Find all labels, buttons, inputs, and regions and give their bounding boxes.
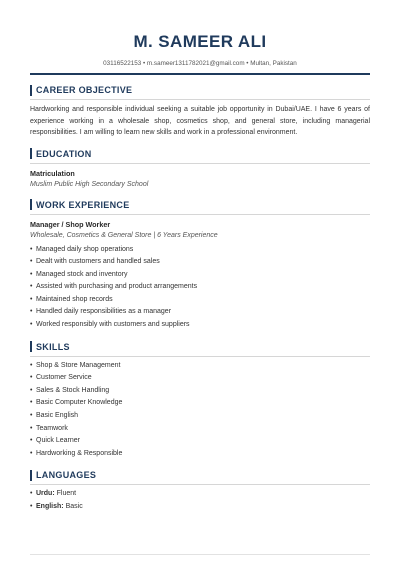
- bullet-icon: •: [30, 283, 33, 291]
- contact-line: 03116522153 • m.sameer1311782021@gmail.com • Multan, Pakistan: [103, 60, 297, 67]
- bullet-icon: •: [30, 295, 33, 303]
- bullet-icon: •: [30, 399, 33, 407]
- section-divider: [30, 356, 370, 357]
- objective-text: Hardworking and responsible individual seeking a suitable job opportunity in Dubai/UAE. I have 6 years of experience working in a wholesale shop, cosmetics shop, and general store, including managerial responsibilities. I am willing to learn new skills and work in a professional environment.: [30, 106, 370, 136]
- list-item: • Managed daily shop operations: [30, 244, 370, 257]
- language-level: Fluent: [56, 490, 77, 498]
- bullet-icon: •: [30, 374, 33, 382]
- education-degree: Matriculation: [30, 168, 75, 178]
- section-title: SKILLS: [36, 341, 70, 352]
- education-section: [30, 148, 370, 190]
- bullet-icon: •: [30, 449, 33, 457]
- section-title: EDUCATION: [36, 148, 92, 159]
- candidate-name: M. SAMEER ALI: [133, 32, 267, 51]
- skills-list: [30, 360, 370, 461]
- section-title: WORK EXPERIENCE: [36, 199, 130, 210]
- list-item: • Quick Learner: [30, 435, 370, 448]
- language-name: Urdu:: [36, 490, 55, 498]
- list-item: • Dealt with customers and handled sales: [30, 256, 370, 269]
- experience-list: [30, 244, 370, 332]
- bullet-icon: •: [30, 245, 33, 253]
- list-item: • Maintained shop records: [30, 294, 370, 307]
- section-header: [30, 148, 370, 160]
- footer-divider: [30, 554, 370, 555]
- section-divider: [30, 99, 370, 100]
- career-objective-section: [30, 84, 370, 139]
- list-item: [30, 488, 370, 501]
- list-item: • Worked responsibly with customers and suppliers: [30, 319, 370, 332]
- section-accent-bar: [30, 470, 32, 481]
- bullet-icon: •: [30, 308, 33, 316]
- list-item: • Shop & Store Management: [30, 360, 370, 373]
- section-divider: [30, 214, 370, 215]
- languages-section: [30, 469, 370, 513]
- section-header: [30, 84, 370, 96]
- list-item: • Basic English: [30, 410, 370, 423]
- list-item: • Sales & Stock Handling: [30, 385, 370, 398]
- job-details: Wholesale, Cosmetics & General Store | 6 Years Experience: [30, 231, 218, 239]
- section-accent-bar: [30, 341, 32, 352]
- bullet-icon: •: [30, 412, 33, 420]
- list-item: • Hardworking & Responsible: [30, 448, 370, 461]
- section-header: [30, 469, 370, 481]
- bullet-icon: •: [30, 258, 33, 266]
- education-school: Muslim Public High Secondary School: [30, 180, 149, 188]
- bullet-icon: •: [30, 424, 33, 432]
- list-item: • Teamwork: [30, 423, 370, 436]
- section-title: LANGUAGES: [36, 470, 97, 481]
- section-divider: [30, 484, 370, 485]
- work-experience-section: [30, 199, 370, 332]
- skills-section: [30, 341, 370, 461]
- bullet-icon: •: [30, 437, 33, 445]
- bullet-icon: •: [30, 490, 33, 498]
- section-title: CAREER OBJECTIVE: [36, 85, 133, 95]
- list-item: • Basic Computer Knowledge: [30, 397, 370, 410]
- header-divider: [30, 73, 370, 75]
- list-item: • Managed stock and inventory: [30, 269, 370, 282]
- list-item: • Handled daily responsibilities as a manager: [30, 306, 370, 319]
- bullet-icon: •: [30, 386, 33, 394]
- section-accent-bar: [30, 148, 32, 159]
- bullet-icon: •: [30, 503, 33, 510]
- bullet-icon: •: [30, 361, 33, 369]
- section-header: [30, 341, 370, 353]
- section-accent-bar: [30, 85, 32, 96]
- bullet-icon: •: [30, 321, 33, 329]
- job-role: Manager / Shop Worker: [30, 219, 111, 229]
- section-divider: [30, 163, 370, 164]
- language-name: English:: [36, 503, 64, 510]
- section-accent-bar: [30, 199, 32, 210]
- list-item: [30, 501, 370, 514]
- list-item: • Customer Service: [30, 372, 370, 385]
- list-item: • Assisted with purchasing and product arrangements: [30, 281, 370, 294]
- bullet-icon: •: [30, 270, 33, 278]
- language-level: Basic: [65, 503, 83, 510]
- languages-list: [30, 488, 370, 513]
- section-header: [30, 199, 370, 211]
